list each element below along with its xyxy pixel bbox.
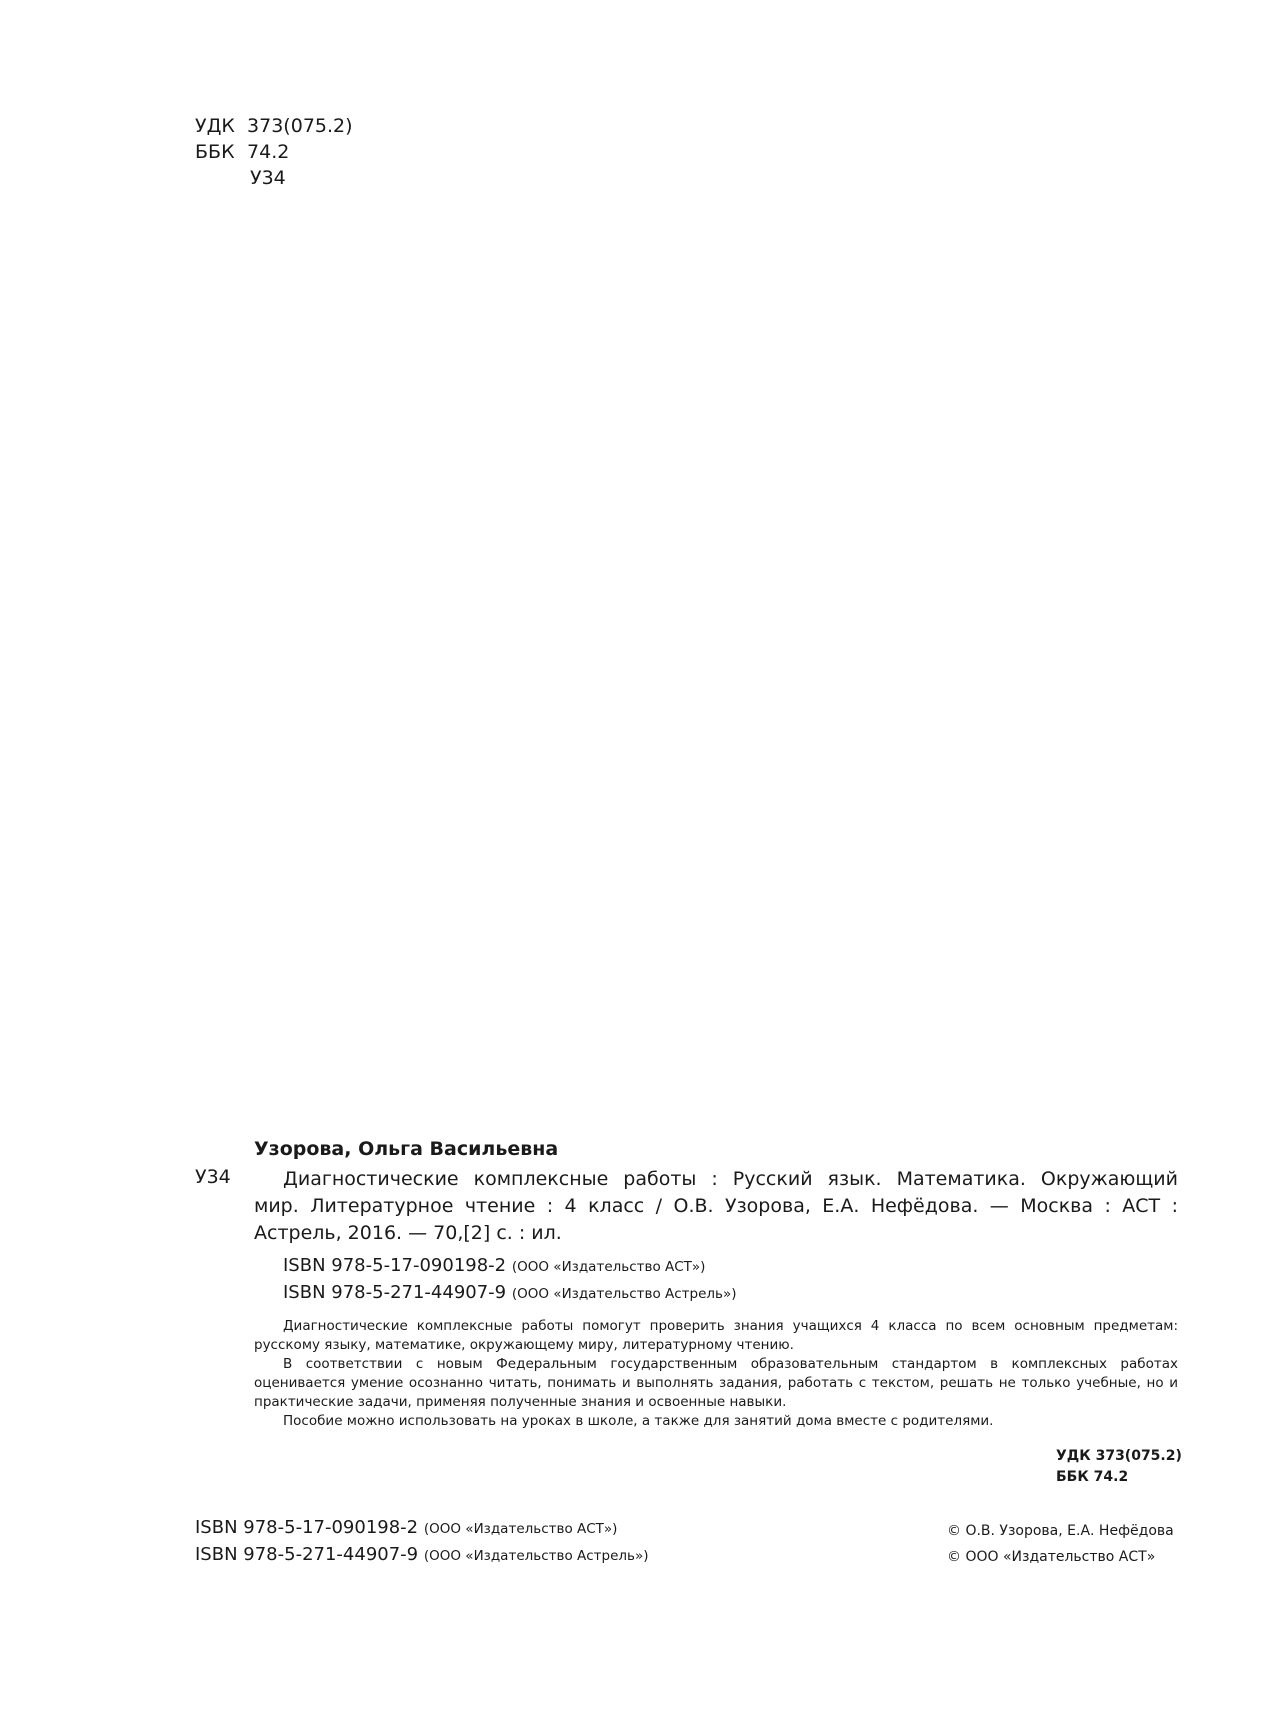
description-rest: мир. Литературное чтение : 4 класс / О.В. Узорова, Е.А. Нефёдова. — Москва : АСТ : Астрель, 2016. — 70,[2] с. : ил. <box>254 1195 1178 1244</box>
copyright-block <box>947 1518 1174 1570</box>
isbn-number: ISBN 978-5-17-090198-2 <box>283 1255 507 1276</box>
annotation-paragraph: Пособие можно использовать на уроках в школе, а также для занятий дома вместе с родителями. <box>283 1413 994 1429</box>
copyright-line: © ООО «Издательство АСТ» <box>947 1549 1156 1565</box>
isbn-list <box>283 1253 737 1307</box>
isbn-row <box>283 1280 737 1307</box>
author-mark: У34 <box>195 1166 231 1188</box>
annotation-paragraph: Диагностические комплексные работы помогут проверить знания учащихся 4 класса по всем основным предметам: русскому языку, математике, окружающему миру, литературному чтению. <box>254 1318 1178 1353</box>
udk-value: 373(075.2) <box>247 115 353 137</box>
isbn-number: ISBN 978-5-271-44907-9 <box>283 1282 507 1303</box>
bbk-row <box>195 139 353 165</box>
footer-isbn-number: ISBN 978-5-17-090198-2 <box>195 1517 419 1538</box>
footer-isbn-publisher: (ООО «Издательство АСТ») <box>423 1521 618 1537</box>
isbn-publisher: (ООО «Издательство Астрель») <box>511 1286 737 1302</box>
isbn-publisher: (ООО «Издательство АСТ») <box>511 1259 706 1275</box>
annotation <box>254 1317 1178 1431</box>
classification-right <box>1056 1446 1182 1488</box>
footer-isbn-list <box>195 1515 649 1569</box>
udk-row <box>195 113 353 139</box>
footer-isbn-row <box>195 1515 649 1542</box>
bbk-code: ББК 74.2 <box>1056 1469 1129 1485</box>
description-first-line: Диагностические комплексные работы : Русский язык. Математика. Окружающий <box>283 1168 1178 1190</box>
author-name: Узорова, Ольга Васильевна <box>254 1138 559 1160</box>
classification-block <box>195 113 353 191</box>
footer-isbn-number: ISBN 978-5-271-44907-9 <box>195 1544 419 1565</box>
isbn-row <box>283 1253 737 1280</box>
udk-label: УДК <box>195 115 235 137</box>
annotation-paragraph: В соответствии с новым Федеральным государственным образовательным стандартом в комплексных работах оценивается умение осознанно читать, понимать и выполнять задания, работать с текстом, решать не только учебные, но и практические задачи, применяя полученные знания и освоенные навыки. <box>254 1356 1178 1410</box>
author-code: У34 <box>250 167 286 189</box>
bibliographic-description <box>254 1166 1178 1247</box>
bbk-value: 74.2 <box>247 141 290 163</box>
bbk-label: ББК <box>195 141 235 163</box>
udk-code: УДК 373(075.2) <box>1056 1448 1182 1464</box>
footer-isbn-publisher: (ООО «Издательство Астрель») <box>423 1548 649 1564</box>
copyright-line: © О.В. Узорова, Е.А. Нефёдова <box>947 1523 1174 1539</box>
footer-isbn-row <box>195 1542 649 1569</box>
